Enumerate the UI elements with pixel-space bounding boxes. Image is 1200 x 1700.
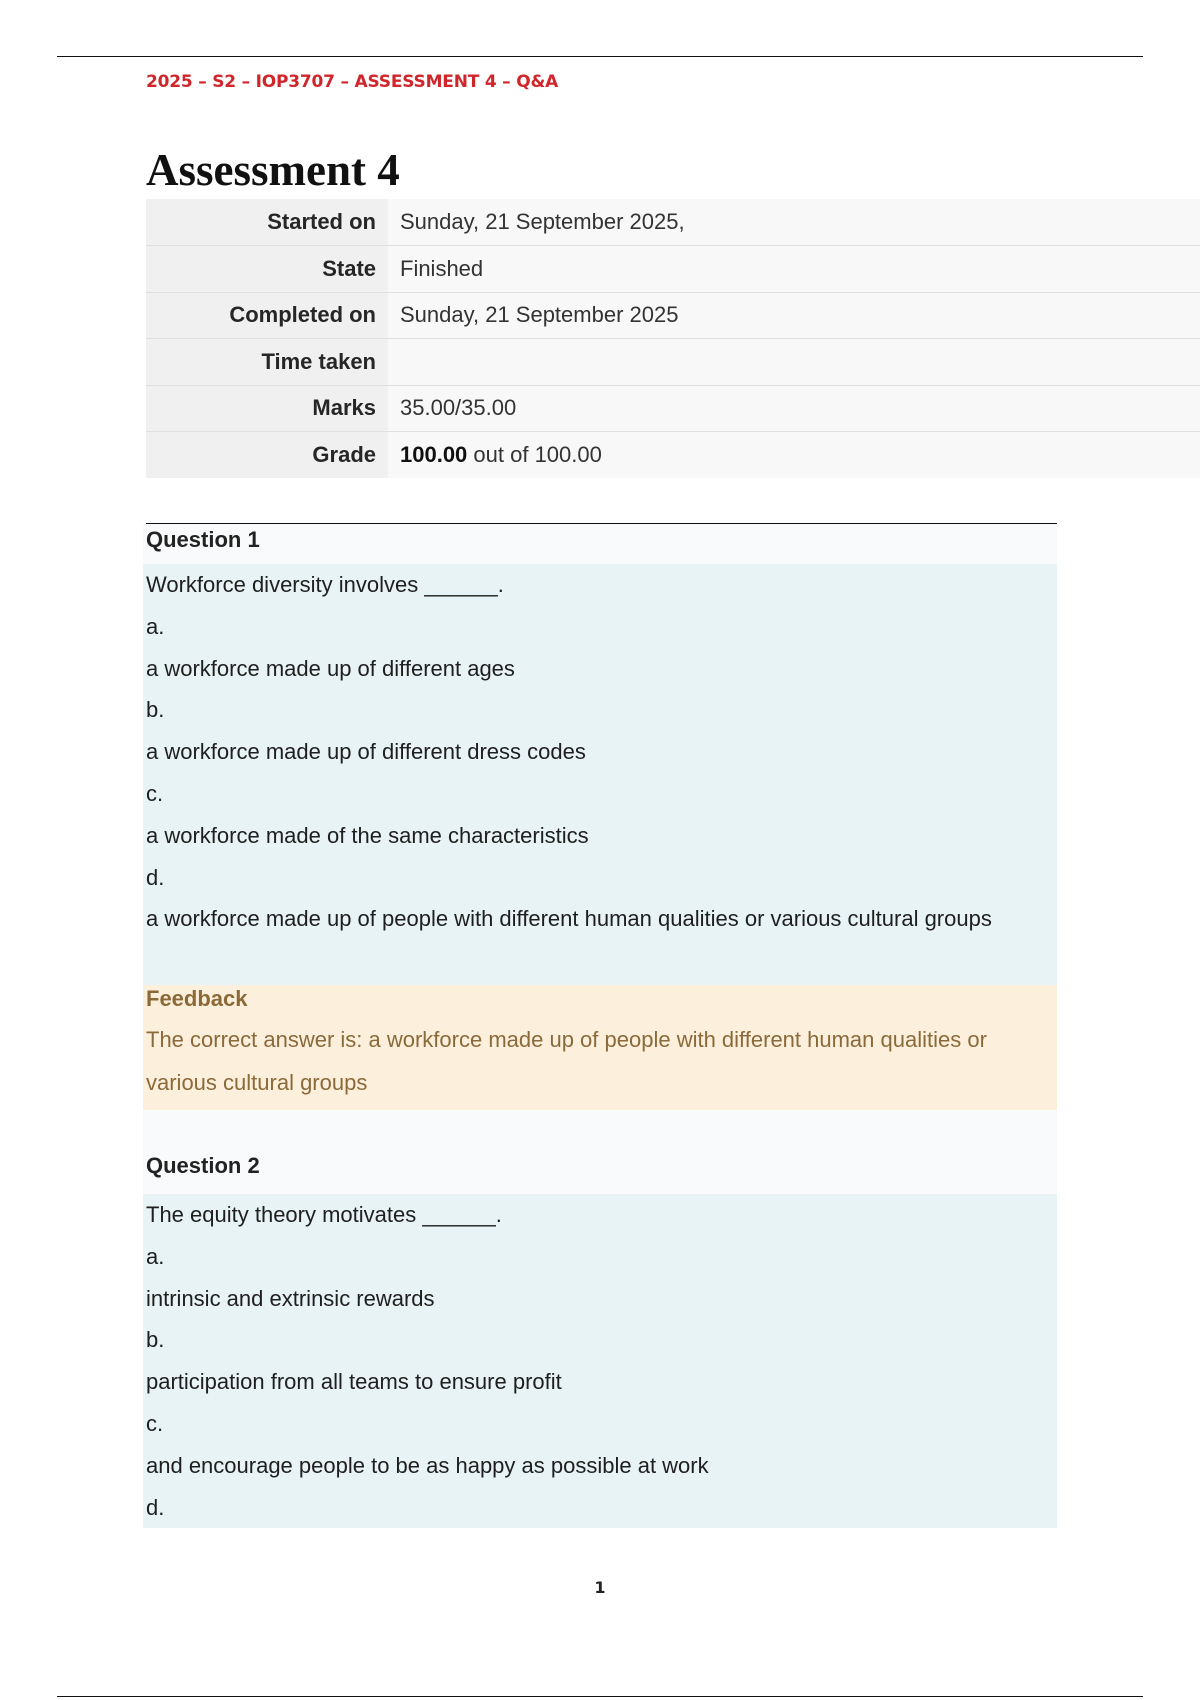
- grade-score: 100.00: [400, 442, 468, 467]
- summary-row-time-taken: [146, 339, 1200, 386]
- summary-value: Finished: [388, 246, 1200, 293]
- option-text: a workforce made up of different dress codes: [146, 739, 586, 765]
- option-letter: c.: [146, 1410, 164, 1436]
- grade-out-of: out of 100.00: [467, 442, 602, 467]
- option-letter: d.: [146, 864, 165, 890]
- question-2-body: [143, 1194, 1057, 1528]
- summary-value: Sunday, 21 September 2025,: [388, 199, 1200, 246]
- feedback-title: Feedback: [146, 986, 248, 1011]
- summary-row-marks: [146, 385, 1200, 432]
- summary-row-started: [146, 199, 1200, 246]
- bottom-rule: [57, 1696, 1143, 1697]
- summary-value: 35.00/35.00: [388, 385, 1200, 432]
- option-letter: b.: [146, 697, 165, 723]
- question-text: The equity theory motivates ______.: [146, 1202, 502, 1227]
- summary-label: Grade: [146, 432, 388, 479]
- summary-label: Marks: [146, 385, 388, 432]
- question-text: Workforce diversity involves ______.: [146, 572, 504, 597]
- option-letter: a.: [146, 1243, 165, 1269]
- question-1-feedback: [143, 985, 1057, 1110]
- summary-value: [388, 339, 1200, 386]
- option-letter: a.: [146, 613, 165, 639]
- question-1-heading: Question 1: [143, 524, 1057, 564]
- option-letter: d.: [146, 1494, 165, 1520]
- option-text: intrinsic and extrinsic rewards: [146, 1285, 435, 1311]
- option-text: and encourage people to be as happy as possible at work: [146, 1452, 709, 1478]
- summary-label: Completed on: [146, 292, 388, 339]
- summary-row-completed: [146, 292, 1200, 339]
- feedback-text: The correct answer is: a workforce made up of people with different human qualities or various cultural groups: [146, 1027, 987, 1095]
- summary-label: State: [146, 246, 388, 293]
- summary-label: Time taken: [146, 339, 388, 386]
- summary-row-grade: [146, 432, 1200, 479]
- option-text: a workforce made of the same characteristics: [146, 822, 589, 848]
- document-header: 2025 – S2 – IOP3707 – ASSESSMENT 4 – Q&A: [146, 72, 559, 92]
- option-text: a workforce made up of people with different human qualities or various cultural groups: [146, 906, 992, 932]
- option-letter: b.: [146, 1327, 165, 1353]
- option-text: participation from all teams to ensure profit: [146, 1369, 562, 1395]
- page-title: Assessment 4: [146, 145, 400, 195]
- summary-row-state: [146, 246, 1200, 293]
- page-number: 1: [594, 1578, 606, 1597]
- summary-value: Sunday, 21 September 2025: [388, 292, 1200, 339]
- option-text: a workforce made up of different ages: [146, 655, 515, 681]
- question-1-body: [143, 564, 1057, 985]
- option-letter: c.: [146, 780, 164, 806]
- summary-value: [388, 432, 1200, 479]
- top-rule: [57, 56, 1143, 57]
- attempt-summary-table: [146, 199, 1200, 478]
- question-2-heading: Question 2: [143, 1110, 1057, 1194]
- summary-label: Started on: [146, 199, 388, 246]
